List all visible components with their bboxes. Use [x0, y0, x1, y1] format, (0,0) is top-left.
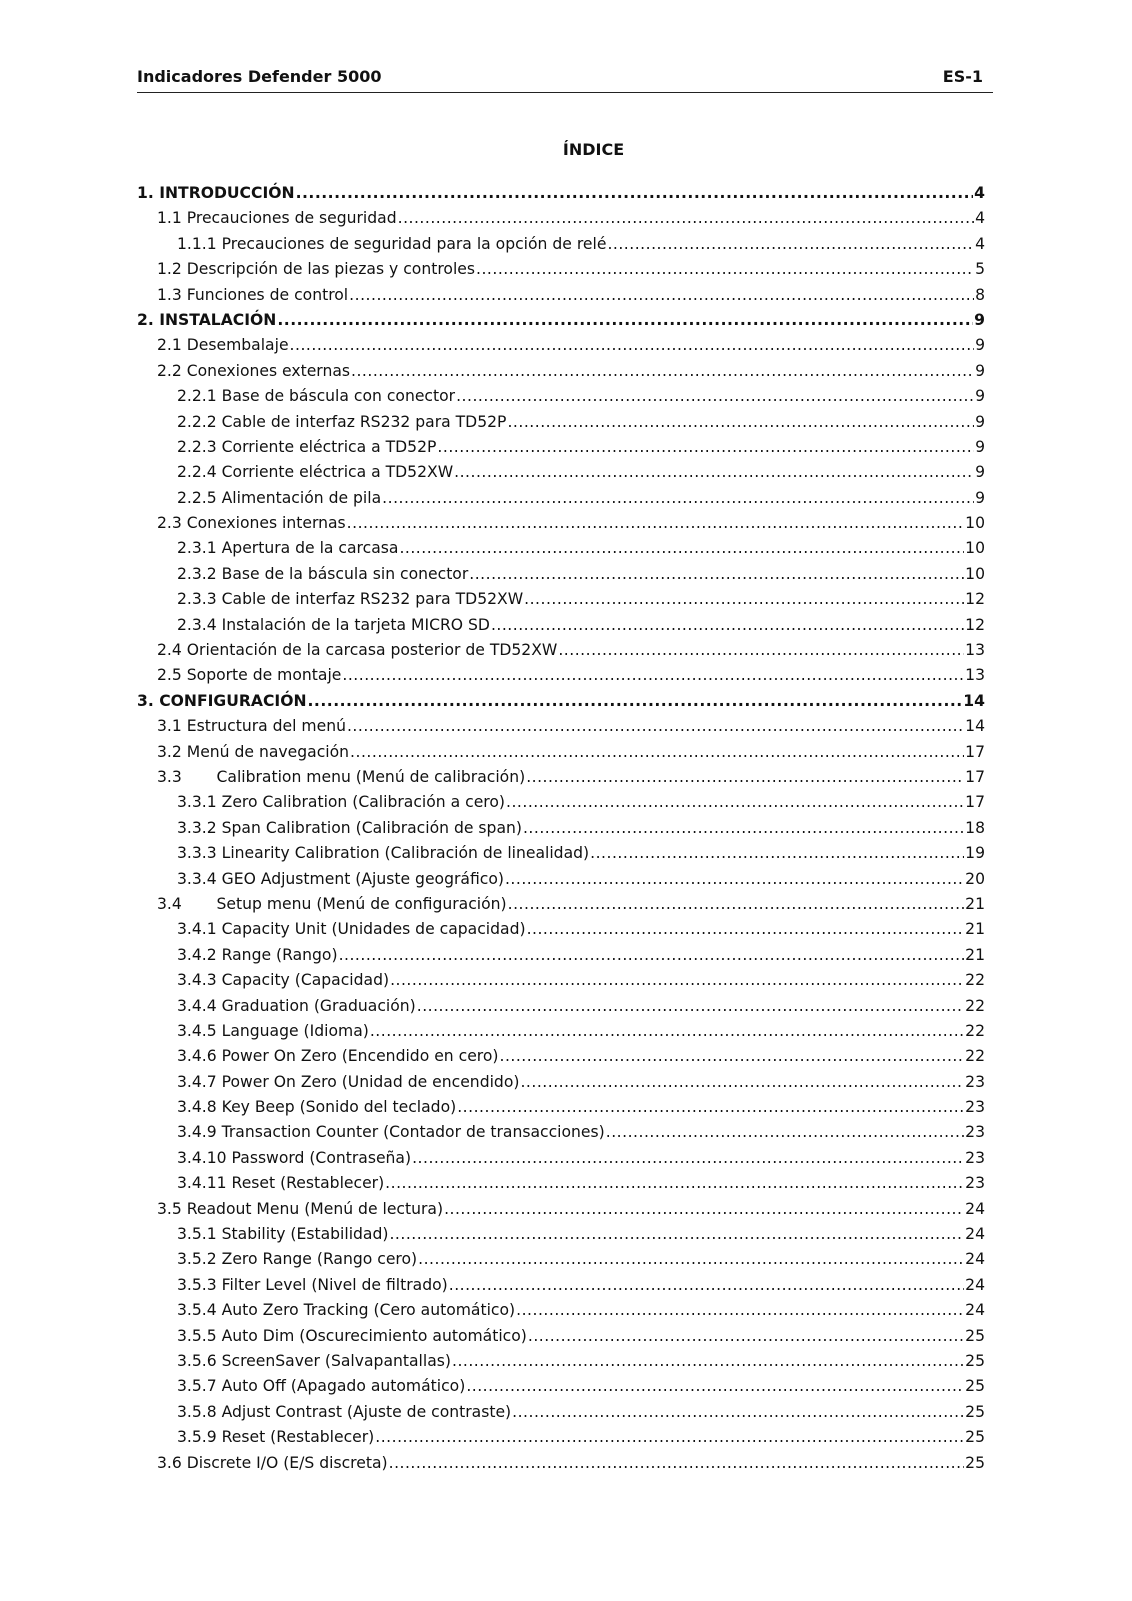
toc-entry-page: 9 — [975, 336, 985, 355]
toc-entry-title: 3.1 Estructura del menú — [157, 717, 346, 736]
toc-entry-title: 2.3.1 Apertura de la carcasa — [177, 539, 399, 558]
toc-entry[interactable] — [137, 435, 985, 460]
toc-entry-title: 3.4.11 Reset (Restablecer) — [177, 1174, 385, 1193]
toc-entry[interactable] — [137, 867, 985, 892]
toc-entry-title: 2.3.2 Base de la báscula sin conector — [177, 564, 469, 583]
toc-entry-title: 3.4.1 Capacity Unit (Unidades de capacidad) — [177, 920, 526, 939]
toc-entry-title: 3.5.5 Auto Dim (Oscurecimiento automático) — [177, 1326, 527, 1345]
dot-leader — [417, 994, 964, 1019]
toc-entry[interactable] — [137, 1197, 985, 1222]
toc-entry-page: 24 — [965, 1250, 985, 1269]
toc-entry-page: 9 — [974, 310, 985, 329]
dot-leader — [527, 917, 965, 942]
toc-entry[interactable] — [137, 943, 985, 968]
dot-leader — [506, 790, 964, 815]
dot-leader — [277, 308, 973, 333]
toc-entry-title: 1.3 Funciones de control — [157, 285, 349, 304]
toc-entry-page: 4 — [975, 234, 985, 253]
toc-entry-title: 3.4.7 Power On Zero (Unidad de encendido) — [177, 1072, 520, 1091]
dot-leader — [390, 968, 964, 993]
dot-leader — [389, 1222, 964, 1247]
toc-entry[interactable] — [137, 613, 985, 638]
dot-leader — [385, 1171, 964, 1196]
toc-entry-title: 3.4 Setup menu (Menú de configuración) — [157, 894, 507, 913]
dot-leader — [606, 1120, 964, 1145]
toc-entry-page: 12 — [965, 615, 985, 634]
toc-entry[interactable] — [137, 663, 985, 688]
dot-leader — [512, 1400, 964, 1425]
dot-leader — [558, 638, 964, 663]
dot-leader — [382, 486, 974, 511]
toc-entry-title: 1.2 Descripción de las piezas y controles — [157, 260, 476, 279]
toc-entry-page: 4 — [974, 184, 985, 202]
dot-leader — [290, 333, 975, 358]
toc-entry-page: 21 — [965, 945, 985, 964]
dot-leader — [308, 689, 963, 714]
toc-entry[interactable] — [137, 587, 985, 612]
toc-entry-page: 25 — [965, 1402, 985, 1421]
toc-entry-title: 2.2 Conexiones externas — [157, 361, 351, 380]
toc-entry-title: 2.2.5 Alimentación de pila — [177, 488, 382, 507]
dot-leader — [523, 816, 964, 841]
toc-entry-page: 23 — [965, 1072, 985, 1091]
toc-entry-title: 2.1 Desembalaje — [157, 336, 289, 355]
toc-entry[interactable] — [137, 486, 985, 511]
dot-leader — [528, 1324, 964, 1349]
toc-entry-page: 12 — [965, 590, 985, 609]
toc-entry[interactable] — [137, 181, 985, 206]
toc-entry-page: 9 — [975, 463, 985, 482]
toc-entry-title: 1.1.1 Precauciones de seguridad para la opción de relé — [177, 234, 607, 253]
toc-entry-page: 24 — [965, 1199, 985, 1218]
toc-entry-title: 3.3.1 Zero Calibration (Calibración a cero) — [177, 793, 505, 812]
toc-entry-title: 3.5.8 Adjust Contrast (Ajuste de contraste) — [177, 1402, 512, 1421]
toc-entry-page: 10 — [965, 539, 985, 558]
dot-leader — [347, 511, 964, 536]
dot-leader — [505, 867, 964, 892]
document-title: Indicadores Defender 5000 — [137, 67, 382, 86]
toc-entry[interactable] — [137, 1019, 985, 1044]
toc-entry[interactable] — [137, 1044, 985, 1069]
toc-entry-title: 3.5.1 Stability (Estabilidad) — [177, 1225, 389, 1244]
toc-entry-page: 21 — [965, 920, 985, 939]
toc-entry-title: 3.4.3 Capacity (Capacidad) — [177, 971, 390, 990]
toc-entry-title: 3.4.6 Power On Zero (Encendido en cero) — [177, 1047, 499, 1066]
toc-entry-title: 2. INSTALACIÓN — [137, 310, 277, 329]
toc-entry-title: 3.5.4 Auto Zero Tracking (Cero automático) — [177, 1301, 516, 1320]
dot-leader — [351, 359, 974, 384]
toc-entry[interactable] — [137, 994, 985, 1019]
toc-entry-page: 23 — [965, 1174, 985, 1193]
toc-entry[interactable] — [137, 841, 985, 866]
toc-entry[interactable] — [137, 257, 985, 282]
toc-entry-page: 14 — [963, 691, 985, 710]
toc-entry-page: 23 — [965, 1123, 985, 1142]
dot-leader — [507, 410, 974, 435]
toc-entry-page: 17 — [965, 767, 985, 786]
dot-leader — [347, 714, 964, 739]
toc-entry-title: 3.4.4 Graduation (Graduación) — [177, 996, 416, 1015]
dot-leader — [418, 1247, 964, 1272]
dot-leader — [349, 283, 974, 308]
toc-entry-title: 3.3.2 Span Calibration (Calibración de span) — [177, 818, 522, 837]
dot-leader — [437, 435, 974, 460]
dot-leader — [399, 536, 964, 561]
toc-entry-page: 25 — [965, 1351, 985, 1370]
toc-entry-page: 22 — [965, 971, 985, 990]
dot-leader — [466, 1374, 964, 1399]
toc-entry-page: 9 — [975, 361, 985, 380]
dot-leader — [342, 663, 964, 688]
toc-entry-page: 20 — [965, 869, 985, 888]
toc-entry[interactable] — [137, 384, 985, 409]
toc-entry-title: 3. CONFIGURACIÓN — [137, 691, 307, 710]
toc-entry[interactable] — [137, 1146, 985, 1171]
toc-entry-page: 9 — [975, 412, 985, 431]
toc-entry[interactable] — [137, 232, 985, 257]
toc-entry-page: 25 — [965, 1428, 985, 1447]
toc-entry-title: 3.3 Calibration menu (Menú de calibración) — [157, 767, 526, 786]
toc-entry-title: 2.2.4 Corriente eléctrica a TD52XW — [177, 463, 454, 482]
dot-leader — [520, 1070, 964, 1095]
toc-entry[interactable] — [137, 1247, 985, 1272]
toc-entry-page: 22 — [965, 1021, 985, 1040]
toc-entry-page: 9 — [975, 437, 985, 456]
toc-entry[interactable] — [137, 816, 985, 841]
toc-entry[interactable] — [137, 892, 985, 917]
toc-entry[interactable] — [137, 562, 985, 587]
toc-entry[interactable] — [137, 1298, 985, 1323]
dot-leader — [375, 1425, 964, 1450]
toc-entry[interactable] — [137, 1273, 985, 1298]
toc-entry[interactable] — [137, 689, 985, 714]
toc-entry[interactable] — [137, 511, 985, 536]
dot-leader — [412, 1146, 964, 1171]
toc-entry-page: 24 — [965, 1225, 985, 1244]
toc-entry[interactable] — [137, 740, 985, 765]
toc-entry[interactable] — [137, 1070, 985, 1095]
toc-entry[interactable] — [137, 1349, 985, 1374]
toc-entry[interactable] — [137, 968, 985, 993]
dot-leader — [454, 460, 974, 485]
toc-entry-page: 17 — [965, 793, 985, 812]
dot-leader — [476, 257, 974, 282]
toc-entry-title: 3.5.7 Auto Off (Apagado automático) — [177, 1377, 466, 1396]
toc-entry-title: 3.4.2 Range (Rango) — [177, 945, 338, 964]
toc-entry-title: 3.4.5 Language (Idioma) — [177, 1021, 369, 1040]
toc-entry-title: 2.2.1 Base de báscula con conector — [177, 387, 456, 406]
toc-entry-page: 23 — [965, 1148, 985, 1167]
page-number: ES-1 — [942, 67, 983, 86]
dot-leader — [469, 562, 964, 587]
toc-entry[interactable] — [137, 1171, 985, 1196]
toc-entry-page: 8 — [975, 285, 985, 304]
dot-leader — [398, 206, 974, 231]
toc-entry[interactable] — [137, 765, 985, 790]
toc-entry-title: 2.3.4 Instalación de la tarjeta MICRO SD — [177, 615, 490, 634]
toc-entry-title: 3.5.9 Reset (Restablecer) — [177, 1428, 375, 1447]
toc-entry-page: 5 — [975, 260, 985, 279]
toc-entry-page: 17 — [965, 742, 985, 761]
toc-entry-page: 25 — [965, 1326, 985, 1345]
toc-entry[interactable] — [137, 410, 985, 435]
dot-leader — [499, 1044, 964, 1069]
toc-entry[interactable] — [137, 790, 985, 815]
toc-entry-title: 3.5.3 Filter Level (Nivel de filtrado) — [177, 1275, 448, 1294]
dot-leader — [508, 892, 965, 917]
toc-entry-title: 2.2.3 Corriente eléctrica a TD52P — [177, 437, 437, 456]
dot-leader — [339, 943, 965, 968]
toc-entry-title: 3.6 Discrete I/O (E/S discreta) — [157, 1453, 388, 1472]
toc-entry-title: 3.3.4 GEO Adjustment (Ajuste geográfico) — [177, 869, 504, 888]
toc-entry[interactable] — [137, 638, 985, 663]
toc-heading: ÍNDICE — [562, 140, 625, 159]
toc-entry-page: 25 — [965, 1453, 985, 1472]
dot-leader — [516, 1298, 964, 1323]
toc-entry-title: 2.3.3 Cable de interfaz RS232 para TD52XW — [177, 590, 524, 609]
toc-entry-title: 3.4.9 Transaction Counter (Contador de transacciones) — [177, 1123, 605, 1142]
dot-leader — [491, 613, 964, 638]
toc-entry-page: 13 — [965, 666, 985, 685]
toc-entry[interactable] — [137, 460, 985, 485]
toc-entry-title: 3.5.6 ScreenSaver (Salvapantallas) — [177, 1351, 451, 1370]
toc-entry-title: 3.3.3 Linearity Calibration (Calibración de linealidad) — [177, 844, 590, 863]
dot-leader — [370, 1019, 964, 1044]
toc-entry[interactable] — [137, 1451, 985, 1476]
toc-entry-title: 2.3 Conexiones internas — [157, 514, 346, 533]
dot-leader — [457, 1095, 964, 1120]
toc-entry-title: 2.5 Soporte de montaje — [157, 666, 342, 685]
toc-entry[interactable] — [137, 1222, 985, 1247]
toc-entry[interactable] — [137, 1400, 985, 1425]
toc-entry-title: 3.5 Readout Menu (Menú de lectura) — [157, 1199, 444, 1218]
toc-entry-title: 1. INTRODUCCIÓN — [137, 184, 295, 202]
toc-entry[interactable] — [137, 1374, 985, 1399]
dot-leader — [524, 587, 964, 612]
toc-entry[interactable] — [137, 333, 985, 358]
toc-entry[interactable] — [137, 1425, 985, 1450]
toc-entry-title: 3.2 Menú de navegación — [157, 742, 350, 761]
dot-leader — [456, 384, 974, 409]
toc-entry-page: 9 — [975, 488, 985, 507]
dot-leader — [526, 765, 964, 790]
dot-leader — [449, 1273, 964, 1298]
toc-entry[interactable] — [137, 917, 985, 942]
toc-entry[interactable] — [137, 714, 985, 739]
dot-leader — [590, 841, 964, 866]
dot-leader — [350, 740, 964, 765]
toc-entry-title: 3.5.2 Zero Range (Rango cero) — [177, 1250, 418, 1269]
toc-entry-page: 10 — [965, 514, 985, 533]
toc-entry-title: 2.4 Orientación de la carcasa posterior de TD52XW — [157, 641, 558, 660]
toc-entry-page: 22 — [965, 1047, 985, 1066]
toc-entry-page: 9 — [975, 387, 985, 406]
toc-entry[interactable] — [137, 206, 985, 231]
table-of-contents — [137, 181, 985, 1476]
toc-entry-page: 22 — [965, 996, 985, 1015]
toc-entry[interactable] — [137, 536, 985, 561]
toc-entry[interactable] — [137, 1324, 985, 1349]
toc-entry[interactable] — [137, 359, 985, 384]
toc-entry-page: 18 — [965, 818, 985, 837]
toc-entry-page: 13 — [965, 641, 985, 660]
toc-entry-title: 3.4.8 Key Beep (Sonido del teclado) — [177, 1098, 457, 1117]
toc-entry-title: 1.1 Precauciones de seguridad — [157, 209, 397, 228]
toc-entry-page: 19 — [965, 844, 985, 863]
toc-entry-page: 14 — [965, 717, 985, 736]
dot-leader — [389, 1451, 965, 1476]
toc-entry[interactable] — [137, 1095, 985, 1120]
toc-entry[interactable] — [137, 1120, 985, 1145]
page-header — [137, 66, 993, 93]
dot-leader — [444, 1197, 964, 1222]
toc-entry-title: 3.4.10 Password (Contraseña) — [177, 1148, 412, 1167]
dot-leader — [452, 1349, 964, 1374]
toc-entry-page: 10 — [965, 564, 985, 583]
toc-entry-page: 24 — [965, 1275, 985, 1294]
dot-leader — [607, 232, 974, 257]
toc-entry-page: 4 — [975, 209, 985, 228]
dot-leader — [296, 181, 974, 206]
toc-entry-page: 24 — [965, 1301, 985, 1320]
toc-entry[interactable] — [137, 308, 985, 333]
toc-entry-page: 21 — [965, 894, 985, 913]
toc-entry-title: 2.2.2 Cable de interfaz RS232 para TD52P — [177, 412, 507, 431]
toc-entry[interactable] — [137, 283, 985, 308]
toc-entry-page: 23 — [965, 1098, 985, 1117]
toc-entry-page: 25 — [965, 1377, 985, 1396]
